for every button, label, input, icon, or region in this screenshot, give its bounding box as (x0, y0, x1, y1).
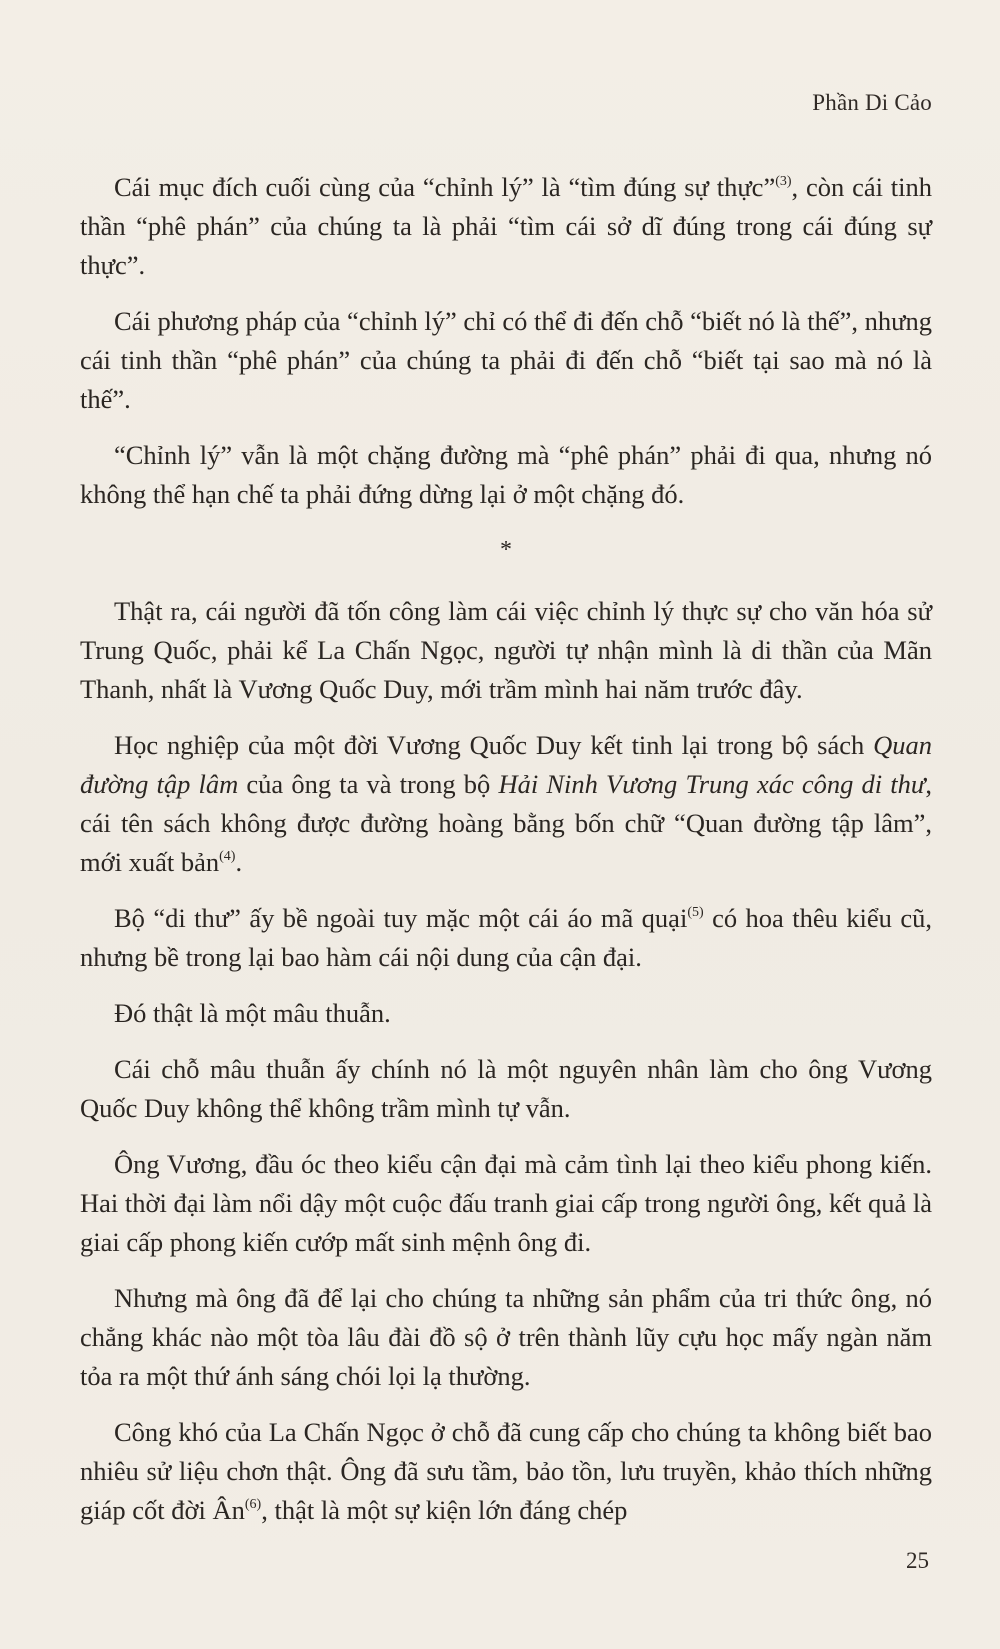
paragraph: Nhưng mà ông đã để lại cho chúng ta những sản phẩm của tri thức ông, nó chẳng khác nào một tòa lâu đài đồ sộ ở trên thành lũy cựu học mấy ngàn năm tỏa ra một thứ ánh sáng chói lọi lạ thường. (80, 1283, 932, 1391)
paragraph: Bộ “di thư” ấy bề ngoài tuy mặc một cái áo mã quại$^{(5)}$ có hoa thêu kiểu cũ, nhưng bề trong lại bao hàm cái nội dung của cận đại. (80, 903, 932, 972)
footnote-ref: (6) (244, 1497, 262, 1512)
footnote-ref: (5) (687, 905, 704, 920)
footnote-ref: (3) (775, 174, 792, 189)
page-number: 25 (906, 1548, 929, 1573)
running-header: Phần Di Cảo (812, 90, 932, 115)
section-separator: * (500, 537, 512, 563)
paragraph: Thật ra, cái người đã tốn công làm cái việc chỉnh lý thực sự cho văn hóa sử Trung Quốc, phải kể La Chấn Ngọc, người tự nhận mình là di thần của Mãn Thanh, nhất là Vương Quốc Duy, mới trầm mình hai năm trước đây. (80, 596, 932, 704)
book-title: Quan đường tập lâm (80, 730, 932, 799)
paragraph: Công khó của La Chấn Ngọc ở chỗ đã cung cấp cho chúng ta không biết bao nhiêu sử liệu chơn thật. Ông đã sưu tầm, bảo tồn, lưu truyền, khảo thích những giáp cốt đời $Ân^{(6)}$, thật là một sự kiện lớn đáng chép (80, 1417, 932, 1525)
footnote-ref: (4) (219, 849, 236, 864)
paragraph: Ông Vương, đầu óc theo kiểu cận đại mà cảm tình lại theo kiểu phong kiến. Hai thời đại làm nổi dậy một cuộc đấu tranh giai cấp trong người ông, kết quả là giai cấp phong kiến cướp mất sinh mệnh ông đi. (80, 1149, 932, 1257)
paragraph: Học nghiệp của một đời Vương Quốc Duy kết tinh lại trong bộ sách Quan đường tập lâm của ông ta và trong bộ Hải Ninh Vương Trung xác công di thư, cái tên sách không được đường hoàng bằng bốn chữ “Quan đường tập lâm”, mới xuất bản$^{(4)}$. (80, 730, 932, 877)
paragraph: Cái chỗ mâu thuẫn ấy chính nó là một nguyên nhân làm cho ông Vương Quốc Duy không thể không trầm mình tự vẫn. (80, 1054, 932, 1123)
page-body (80, 168, 932, 1533)
paragraph: “Chỉnh lý” vẫn là một chặng đường mà “phê phán” phải đi qua, nhưng nó không thể hạn chế ta phải đứng dừng lại ở một chặng đó. (80, 440, 932, 509)
paragraph: Đó thật là một mâu thuẫn. (114, 998, 391, 1028)
book-title: Hải Ninh Vương Trung xác công di thư (498, 769, 926, 799)
paragraph: Cái mục đích cuối cùng của “chỉnh lý” là “tìm đúng sự thực”$^{(3)}$, còn cái tinh thần “phê phán” của chúng ta là phải “tìm cái sở dĩ đúng trong cái đúng sự thực”. (80, 172, 933, 280)
paragraph: Cái phương pháp của “chỉnh lý” chỉ có thể đi đến chỗ “biết nó là thế”, nhưng cái tinh thần “phê phán” của chúng ta phải đi đến chỗ “biết tại sao mà nó là thế”. (80, 306, 932, 414)
